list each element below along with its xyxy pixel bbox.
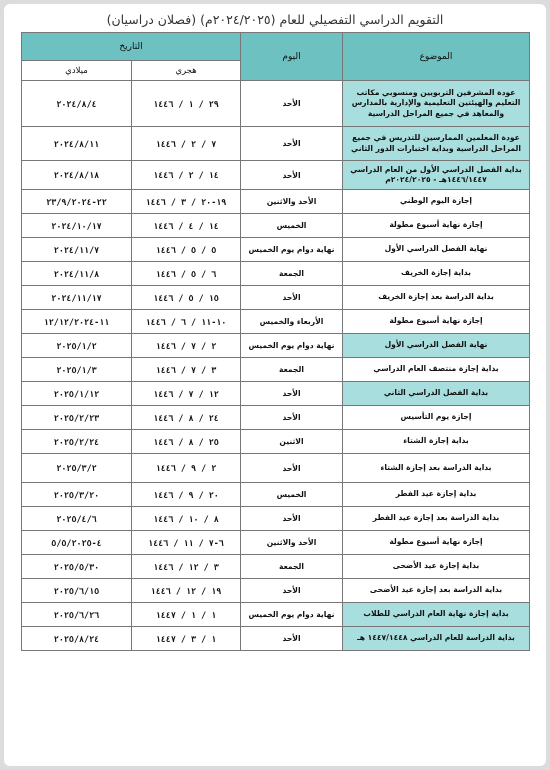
cell-day: الخميس xyxy=(241,214,343,238)
cell-day: الأحد xyxy=(241,81,343,127)
cell-gregorian: ٢٠٢٥/٣/٢ xyxy=(22,454,132,483)
cell-day: الأربعاء والخميس xyxy=(241,310,343,334)
cell-topic: بداية الفصل الدراسي الثاني xyxy=(343,382,530,406)
cell-hijri: ١٤ / ٤ / ١٤٤٦ xyxy=(132,214,241,238)
cell-day: نهاية دوام يوم الخميس xyxy=(241,238,343,262)
cell-gregorian: ٢٠٢٥/٦/٢٦ xyxy=(22,603,132,627)
cell-hijri: ١ / ١ / ١٤٤٧ xyxy=(132,603,241,627)
cell-day: نهاية دوام يوم الخميس xyxy=(241,603,343,627)
cell-topic: إجازة اليوم الوطني xyxy=(343,190,530,214)
table-row xyxy=(22,454,530,483)
cell-gregorian: ٢٠٢٤/٨/١٨ xyxy=(22,161,132,190)
cell-topic: بداية إجازة الخريف xyxy=(343,262,530,286)
table-row xyxy=(22,238,530,262)
table-row xyxy=(22,310,530,334)
cell-gregorian: ٢٠٢٤/١١/٧ xyxy=(22,238,132,262)
cell-day: الأحد والاثنين xyxy=(241,531,343,555)
cell-day: الأحد xyxy=(241,127,343,161)
table-row xyxy=(22,483,530,507)
cell-hijri: ١٩ / ١٢ / ١٤٤٦ xyxy=(132,579,241,603)
cell-topic: نهاية الفصل الدراسي الأول xyxy=(343,238,530,262)
cell-gregorian: ٢٠٢٤/١١/١٧ xyxy=(22,286,132,310)
cell-topic: بداية الدراسة بعد إجازة الخريف xyxy=(343,286,530,310)
cell-topic: نهاية الفصل الدراسي الأول xyxy=(343,334,530,358)
table-row xyxy=(22,531,530,555)
table-row xyxy=(22,81,530,127)
page-title: التقويم الدراسي التفصيلي للعام (٢٠٢٤/٢٠٢٥م) (فصلان دراسيان) xyxy=(106,12,444,27)
cell-gregorian: ٢٠٢٥/١/١٢ xyxy=(22,382,132,406)
cell-hijri: ١ / ٣ / ١٤٤٧ xyxy=(132,627,241,651)
cell-day: الأحد xyxy=(241,627,343,651)
cell-topic: بداية الفصل الدراسي الأول من العام الدراسي ١٤٤٦/١٤٤٧هـ - ٢٠٢٤/٢٠٢٥م xyxy=(343,161,530,190)
cell-hijri: ٣ / ٧ / ١٤٤٦ xyxy=(132,358,241,382)
table-row xyxy=(22,190,530,214)
table-row xyxy=(22,214,530,238)
cell-topic: إجازة نهاية أسبوع مطولة xyxy=(343,214,530,238)
cell-topic: بداية إجازة عيد الأضحى xyxy=(343,555,530,579)
table-row xyxy=(22,161,530,190)
table-row xyxy=(22,406,530,430)
table-row xyxy=(22,262,530,286)
table-row xyxy=(22,358,530,382)
cell-topic: عودة المعلمين الممارسين للتدريس في جميع المراحل الدراسية وبداية اختبارات الدور الثاني xyxy=(343,127,530,161)
cell-gregorian: ٢٠٢٤/١٠/١٧ xyxy=(22,214,132,238)
table-row xyxy=(22,579,530,603)
cell-gregorian: ٢٠٢٥/٥/٣٠ xyxy=(22,555,132,579)
cell-gregorian: ٢٢-٢٣/٩/٢٠٢٤ xyxy=(22,190,132,214)
column-header-topic: الموضوع xyxy=(343,33,530,81)
cell-day: الجمعة xyxy=(241,358,343,382)
cell-topic: بداية الدراسة بعد إجازة عيد الأضحى xyxy=(343,579,530,603)
academic-calendar-table xyxy=(21,32,530,651)
column-header-date: التاريخ xyxy=(22,33,241,61)
cell-hijri: ٢٠ / ٩ / ١٤٤٦ xyxy=(132,483,241,507)
cell-gregorian: ٢٠٢٥/٢/٢٤ xyxy=(22,430,132,454)
cell-hijri: ٢ / ٧ / ١٤٤٦ xyxy=(132,334,241,358)
table-row xyxy=(22,627,530,651)
cell-day: الأحد xyxy=(241,579,343,603)
cell-topic: إجازة نهاية أسبوع مطولة xyxy=(343,531,530,555)
cell-topic: عودة المشرفين التربويين ومنسوبي مكاتب التعليم والهيئتين التعليمية والإدارية بالمدارس والمعاهد في جميع المراحل الدراسية xyxy=(343,81,530,127)
cell-gregorian: ٢٠٢٥/٤/٦ xyxy=(22,507,132,531)
column-header-hijri: هجري xyxy=(132,61,241,81)
column-header-day: اليوم xyxy=(241,33,343,81)
cell-day: الأحد xyxy=(241,507,343,531)
cell-gregorian: ٢٠٢٤/١١/٨ xyxy=(22,262,132,286)
cell-topic: بداية إجازة منتصف العام الدراسي xyxy=(343,358,530,382)
cell-day: الجمعة xyxy=(241,555,343,579)
table-row xyxy=(22,507,530,531)
cell-hijri: ١٢ / ٧ / ١٤٤٦ xyxy=(132,382,241,406)
table-row xyxy=(22,430,530,454)
cell-gregorian: ٢٠٢٥/٦/١٥ xyxy=(22,579,132,603)
cell-gregorian: ٢٠٢٤/٨/٤ xyxy=(22,81,132,127)
cell-day: الاثنين xyxy=(241,430,343,454)
column-header-gregorian: ميلادي xyxy=(22,61,132,81)
cell-hijri: ٢٥ / ٨ / ١٤٤٦ xyxy=(132,430,241,454)
cell-gregorian: ١١-١٢/١٢/٢٠٢٤ xyxy=(22,310,132,334)
cell-topic: بداية الدراسة بعد إجازة الشتاء xyxy=(343,454,530,483)
cell-day: نهاية دوام يوم الخميس xyxy=(241,334,343,358)
cell-topic: بداية الدراسة بعد إجازة عيد الفطر xyxy=(343,507,530,531)
table-row xyxy=(22,127,530,161)
table-row xyxy=(22,603,530,627)
cell-hijri: ٣ / ١٢ / ١٤٤٦ xyxy=(132,555,241,579)
cell-day: الأحد xyxy=(241,161,343,190)
cell-day: الأحد xyxy=(241,454,343,483)
cell-topic: بداية إجازة الشتاء xyxy=(343,430,530,454)
cell-hijri: ٦ / ٥ / ١٤٤٦ xyxy=(132,262,241,286)
cell-topic: إجازة يوم التأسيس xyxy=(343,406,530,430)
cell-day: الأحد xyxy=(241,406,343,430)
table-row xyxy=(22,555,530,579)
cell-day: الأحد xyxy=(241,382,343,406)
cell-day: الأحد والاثنين xyxy=(241,190,343,214)
calendar-sheet xyxy=(4,4,546,766)
cell-gregorian: ٢٠٢٥/١/٢ xyxy=(22,334,132,358)
header-row xyxy=(22,33,530,61)
cell-topic: بداية إجازة عيد الفطر xyxy=(343,483,530,507)
cell-topic: بداية إجازة نهاية العام الدراسي للطلاب xyxy=(343,603,530,627)
cell-hijri: ٢ / ٩ / ١٤٤٦ xyxy=(132,454,241,483)
cell-hijri: ٨ / ١٠ / ١٤٤٦ xyxy=(132,507,241,531)
cell-gregorian: ٢٠٢٥/٢/٢٣ xyxy=(22,406,132,430)
cell-hijri: ١٤ / ٢ / ١٤٤٦ xyxy=(132,161,241,190)
cell-day: الجمعة xyxy=(241,262,343,286)
cell-hijri: ٢٤ / ٨ / ١٤٤٦ xyxy=(132,406,241,430)
cell-topic: بداية الدراسة للعام الدراسي ١٤٤٧/١٤٤٨ هـ xyxy=(343,627,530,651)
cell-hijri: ٧ / ٢ / ١٤٤٦ xyxy=(132,127,241,161)
cell-gregorian: ٢٠٢٥/٣/٢٠ xyxy=(22,483,132,507)
table-row xyxy=(22,382,530,406)
cell-gregorian: ٢٠٢٥/٨/٢٤ xyxy=(22,627,132,651)
table-row xyxy=(22,334,530,358)
cell-hijri: ٥ / ٥ / ١٤٤٦ xyxy=(132,238,241,262)
cell-hijri: ١٩-٢٠ / ٣ / ١٤٤٦ xyxy=(132,190,241,214)
cell-day: الأحد xyxy=(241,286,343,310)
cell-hijri: ١٠-١١ / ٦ / ١٤٤٦ xyxy=(132,310,241,334)
cell-hijri: ١٥ / ٥ / ١٤٤٦ xyxy=(132,286,241,310)
cell-hijri: ٦-٧ / ١١ / ١٤٤٦ xyxy=(132,531,241,555)
table-row xyxy=(22,286,530,310)
cell-topic: إجازة نهاية أسبوع مطولة xyxy=(343,310,530,334)
cell-gregorian: ٢٠٢٤/٨/١١ xyxy=(22,127,132,161)
cell-gregorian: ٤-٥/٥/٢٠٢٥ xyxy=(22,531,132,555)
cell-day: الخميس xyxy=(241,483,343,507)
cell-gregorian: ٢٠٢٥/١/٣ xyxy=(22,358,132,382)
cell-hijri: ٢٩ / ١ / ١٤٤٦ xyxy=(132,81,241,127)
